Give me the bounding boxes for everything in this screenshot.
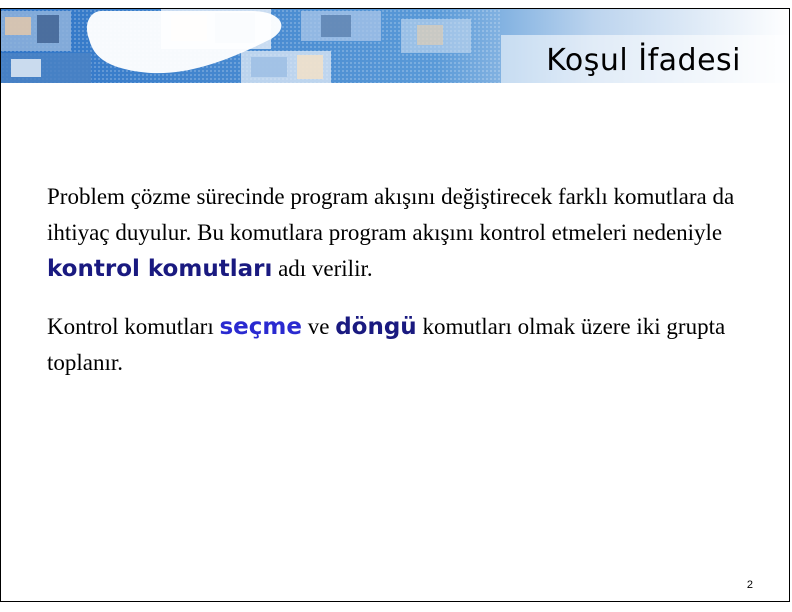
paragraph-command-groups	[47, 309, 747, 381]
highlight-control-commands: kontrol komutları	[47, 256, 273, 282]
slide-body	[47, 179, 747, 381]
paragraph-text: komutları olmak üzere iki grupta toplanır.	[47, 314, 726, 375]
paragraph-text: ve	[301, 314, 336, 339]
paragraph-control-commands	[47, 179, 747, 287]
slide	[0, 8, 790, 602]
highlight-loop: döngü	[335, 314, 417, 340]
paragraph-text: adı verilir.	[272, 256, 373, 281]
paragraph-text: Kontrol komutları	[47, 314, 220, 339]
paragraph-text: Problem çözme sürecinde program akışını değiştirecek farklı komutlara da ihtiyaç duyulur. Bu komutlara program akışını kontrol etmeleri nedeniyle	[47, 184, 735, 245]
page-number: 2	[746, 579, 753, 591]
slide-title: Koşul İfadesi	[546, 43, 741, 78]
highlight-selection: seçme	[219, 314, 302, 340]
